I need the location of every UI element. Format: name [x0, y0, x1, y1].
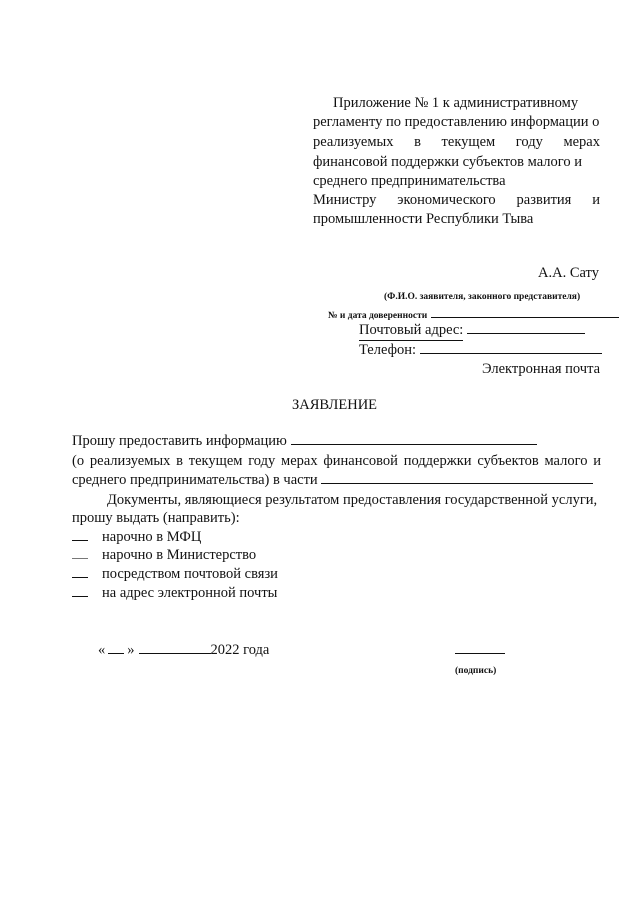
signature-caption: (подпись): [455, 666, 497, 676]
phone-label: Телефон:: [359, 342, 417, 358]
date-open-quote: «: [98, 642, 106, 658]
option-ministry[interactable]: [72, 546, 256, 565]
header-line-4: финансовой поддержки субъектов малого и: [313, 154, 582, 170]
request-label: Прошу предоставить информацию: [72, 433, 287, 449]
date-row: [98, 641, 269, 660]
date-month-field[interactable]: [139, 641, 211, 654]
postal-label: Почтовый адрес:: [359, 321, 463, 341]
part-field[interactable]: [321, 471, 593, 484]
date-close-quote: »: [127, 642, 135, 658]
request-row: [72, 432, 537, 451]
phone-field[interactable]: [420, 341, 602, 354]
email-label: Электронная почта: [482, 361, 601, 377]
postal-field[interactable]: [467, 321, 585, 334]
date-year: 2022 года: [210, 642, 270, 658]
option-post[interactable]: [72, 565, 278, 584]
header-line-3: реализуемых в текущем году мерах: [313, 134, 600, 150]
postal-row: [359, 321, 585, 341]
applicant-name: А.А. Сату: [538, 265, 599, 281]
delivery-intro-line-1: Документы, являющиеся результатом предоставления государственной услуги,: [107, 492, 598, 508]
date-day-field[interactable]: [108, 641, 124, 654]
delivery-intro-line-2: прошу выдать (направить):: [72, 510, 240, 526]
power-of-attorney-label: № и дата доверенности: [328, 311, 428, 321]
header-line-2: регламенту по предоставлению информации о: [313, 114, 600, 130]
option-label: нарочно в МФЦ: [102, 529, 202, 545]
signature-line[interactable]: [455, 653, 505, 654]
applicant-name-caption: (Ф.И.О. заявителя, законного представителя): [384, 292, 581, 302]
header-line-5: среднего предпринимательства: [313, 173, 506, 189]
dash-icon: [72, 549, 88, 559]
phone-row: [359, 341, 602, 360]
option-label: на адрес электронной почты: [102, 585, 278, 601]
explanation-line-1: (о реализуемых в текущем году мерах финансовой поддержки субъектов малого и: [72, 453, 601, 469]
request-field[interactable]: [291, 432, 537, 445]
power-of-attorney-field[interactable]: [431, 308, 619, 318]
document-title: ЗАЯВЛЕНИЕ: [292, 397, 378, 413]
option-mfc[interactable]: [72, 528, 201, 547]
explanation-row-2: [72, 471, 593, 490]
option-label: посредством почтовой связи: [102, 566, 278, 582]
dash-icon: [72, 568, 88, 578]
dash-icon: [72, 531, 88, 541]
ministry-line-1: Министру экономического развития и: [313, 192, 600, 208]
ministry-line-2: промышленности Республики Тыва: [313, 211, 534, 227]
explanation-line-2: среднего предпринимательства) в части: [72, 472, 318, 488]
option-label: нарочно в Министерство: [102, 547, 257, 563]
header-line-1: Приложение № 1 к административному: [333, 95, 579, 111]
dash-icon: [72, 587, 88, 597]
option-email[interactable]: [72, 584, 277, 603]
